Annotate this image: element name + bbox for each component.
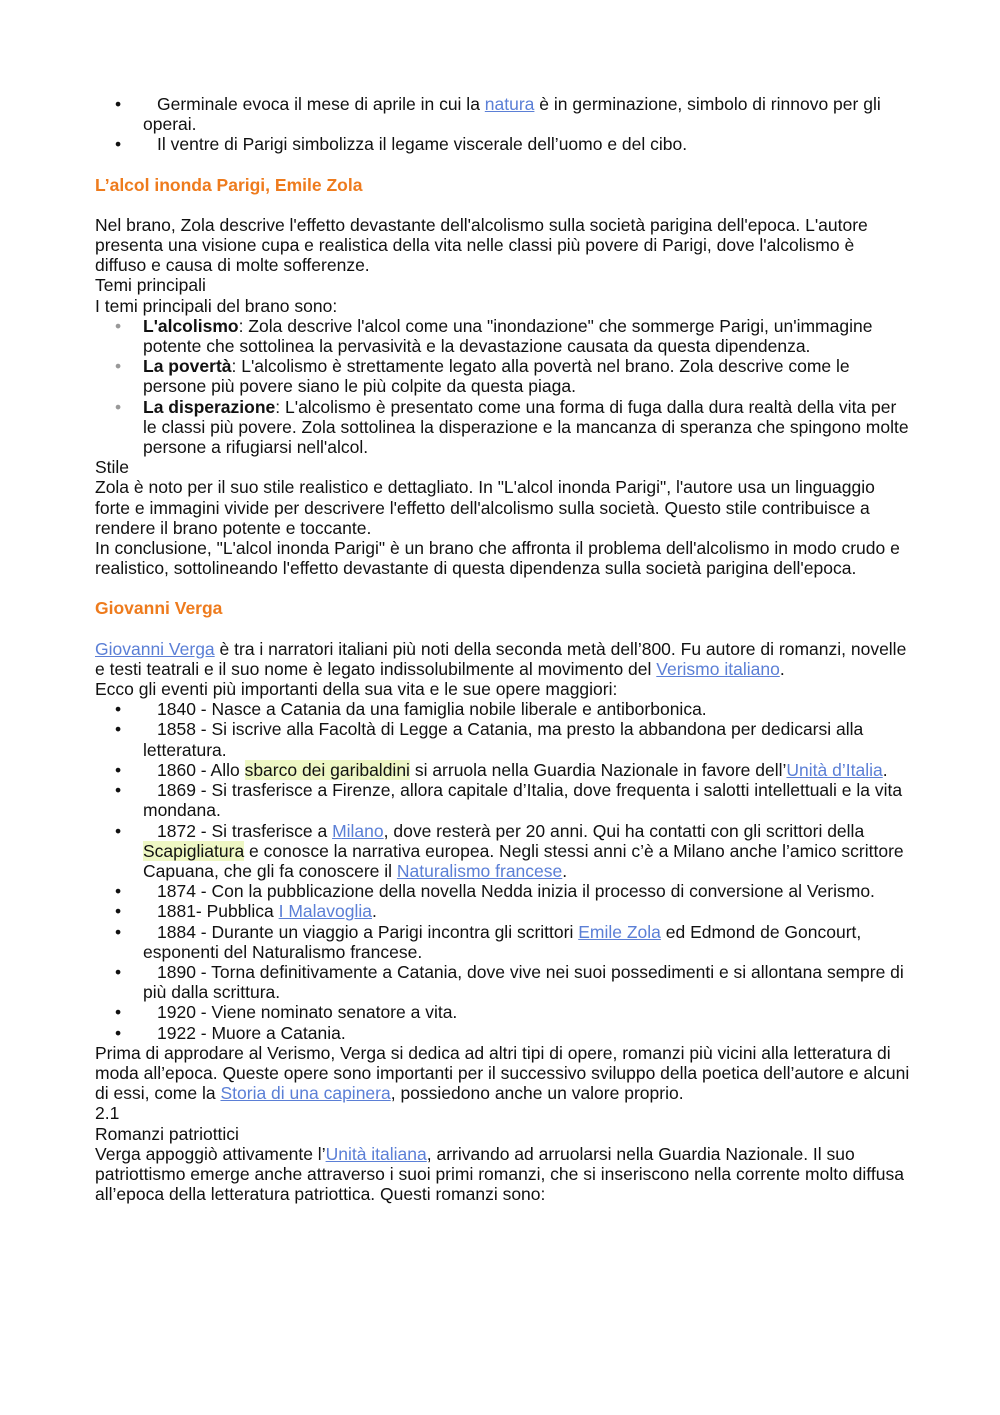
temi-list	[95, 316, 910, 457]
list-item: • 1890 - Torna definitivamente a Catania, dove vive nei suoi possedimenti e si allontana sempre di più dalla scrittura.	[115, 961, 904, 1003]
list-item: • La disperazione: L'alcolismo è presentato come una forma di fuga dalla dura realtà della vita per le classi più povere. Zola sottolinea la disperazione e la mancanza di speranza che spingono molte persone a rifugiarsi nell'alcol.	[115, 396, 909, 458]
bullet-icon: •	[115, 961, 122, 982]
list-item: • 1874 - Con la pubblicazione della novella Nedda inizia il processo di conversione al Verismo.	[115, 881, 875, 902]
link-naturalismo-francese[interactable]: Naturalismo francese	[396, 860, 563, 881]
list-item: • 1884 - Durante un viaggio a Parigi incontra gli scrittori Emile Zola ed Edmond de Goncourt, esponenti del Naturalismo francese.	[115, 921, 862, 962]
list-item: • 1922 - Muore a Catania.	[115, 1022, 346, 1043]
section-title-verga: Giovanni Verga	[95, 598, 223, 619]
list-germinale	[95, 94, 910, 155]
bullet-icon: •	[115, 1022, 122, 1043]
link-unita-italiana[interactable]: Unità italiana	[325, 1143, 427, 1164]
link-giovanni-verga[interactable]: Giovanni Verga	[95, 638, 215, 659]
bullet-icon: •	[115, 134, 122, 155]
bullet-icon: •	[115, 1002, 122, 1023]
link-emile-zola[interactable]: Emile Zola	[578, 921, 661, 942]
link-milano[interactable]: Milano	[332, 820, 384, 841]
section-title-zola: L’alcol inonda Parigi, Emile Zola	[95, 174, 363, 195]
bullet-icon: •	[115, 820, 122, 841]
list-item: • La povertà: L'alcolismo è strettamente legato alla povertà nel brano. Zola descrive come le persone più povere siano le più colpite da questa piaga.	[115, 356, 850, 397]
bullet-icon: •	[115, 356, 122, 377]
stile-heading: Stile	[95, 457, 130, 478]
list-item: • 1881- Pubblica I Malavoglia.	[115, 901, 377, 922]
link-unita-italia[interactable]: Unità d’Italia	[786, 759, 883, 780]
bullet-icon: •	[115, 780, 122, 801]
link-verismo-italiano[interactable]: Verismo italiano	[656, 658, 780, 679]
list-item: • Il ventre di Parigi simbolizza il legame viscerale dell’uomo e del cibo.	[115, 134, 688, 155]
bullet-icon: •	[115, 396, 122, 417]
bullet-icon: •	[115, 315, 122, 336]
verga-intro: Giovanni Verga è tra i narratori italiani più noti della seconda metà dell’800. Fu autore di romanzi, novelle e testi teatrali e il suo nome è legato indissolubilmente al movimento del Verismo italiano.	[95, 638, 907, 679]
bullet-icon: •	[115, 901, 122, 922]
list-item: • L'alcolismo: Zola descrive l'alcol come una "inondazione" che sommerge Parigi, un'immagine potente che sottolinea la pervasività e la devastazione causata da questa dipendenza.	[115, 315, 873, 357]
patriottici-paragraph: Verga appoggiò attivamente l’Unità italiana, arrivando ad arruolarsi nella Guardia Nazionale. Il suo patriottismo emerge anche attraverso i suoi primi romanzi, che si inseriscono nella corrente molto diffusa all’epoca della letteratura patriottica. Questi romanzi sono:	[95, 1143, 904, 1205]
bullet-icon: •	[115, 94, 122, 114]
zola-intro: Nel brano, Zola descrive l'effetto devastante dell'alcolismo sulla società parigina dell'epoca. L'autore presenta una visione cupa e realistica della vita nelle classi più povere di Parigi, dove l'alcolismo è diffuso e causa di molte sofferenze.	[95, 214, 868, 276]
link-natura[interactable]: natura	[484, 94, 535, 114]
temi-heading: Temi principali	[95, 275, 206, 296]
bullet-icon: •	[115, 719, 122, 740]
bullet-icon: •	[115, 921, 122, 942]
conclusione-text: In conclusione, "L'alcol inonda Parigi" è un brano che affronta il problema dell'alcolismo in modo crudo e realistico, sottolineando l'effetto devastante di questa dipendenza sulla società parigina dell'epoca.	[95, 538, 900, 579]
temi-intro: I temi principali del brano sono:	[95, 295, 338, 316]
highlight-garibaldini: sbarco dei garibaldini	[244, 759, 410, 780]
bullet-icon: •	[115, 699, 122, 720]
list-item: • 1840 - Nasce a Catania da una famiglia nobile liberale e antiborbonica.	[115, 699, 707, 720]
stile-text: Zola è noto per il suo stile realistico e dettagliato. In "L'alcol inonda Parigi", l'autore usa un linguaggio forte e immagini vivide per descrivere l'effetto dell'alcolismo sulla società. Questo stile contribuisce a rendere il brano potente e toccante.	[95, 477, 875, 538]
list-item: • 1858 - Si iscrive alla Facoltà di Legge a Catania, ma presto la abbandona per dedicarsi alla letteratura.	[115, 719, 864, 760]
subsection-title: Romanzi patriottici	[95, 1123, 239, 1144]
list-item: • Germinale evoca il mese di aprile in cui la natura è in germinazione, simbolo di rinnovo per gli operai.	[115, 94, 881, 135]
bullet-icon: •	[115, 759, 122, 780]
list-item: • 1872 - Si trasferisce a Milano, dove resterà per 20 anni. Qui ha contatti con gli scrittori della Scapigliatura e conosce la narrativa europea. Negli stessi anni c’è a Milano anche l’amico scrittore Capuana, che gli fa conoscere il Naturalismo francese.	[115, 820, 904, 881]
bullet-icon: •	[115, 881, 122, 902]
timeline-list	[95, 699, 910, 1042]
link-i-malavoglia[interactable]: I Malavoglia	[278, 901, 373, 922]
list-item: • 1860 - Allo sbarco dei garibaldini si arruola nella Guardia Nazionale in favore dell’Unità d’Italia.	[115, 759, 888, 780]
list-item: • 1920 - Viene nominato senatore a vita.	[115, 1002, 458, 1023]
verga-intro-line2: Ecco gli eventi più importanti della sua vita e le sue opere maggiori:	[95, 679, 618, 700]
prima-paragraph: Prima di approdare al Verismo, Verga si dedica ad altri tipi di opere, romanzi più vicini alla letteratura di moda all’epoca. Queste opere sono importanti per il successivo sviluppo della poetica dell’autore e alcuni di essi, come la Storia di una capinera, possiedono anche un valore proprio.	[95, 1042, 910, 1104]
link-storia-capinera[interactable]: Storia di una capinera	[220, 1083, 391, 1104]
highlight-scapigliatura: Scapigliatura	[143, 840, 245, 861]
section-number: 2.1	[95, 1103, 120, 1124]
document-content	[95, 94, 910, 1204]
list-item: • 1869 - Si trasferisce a Firenze, allora capitale d’Italia, dove frequenta i salotti intellettuali e la vita mondana.	[115, 780, 903, 821]
